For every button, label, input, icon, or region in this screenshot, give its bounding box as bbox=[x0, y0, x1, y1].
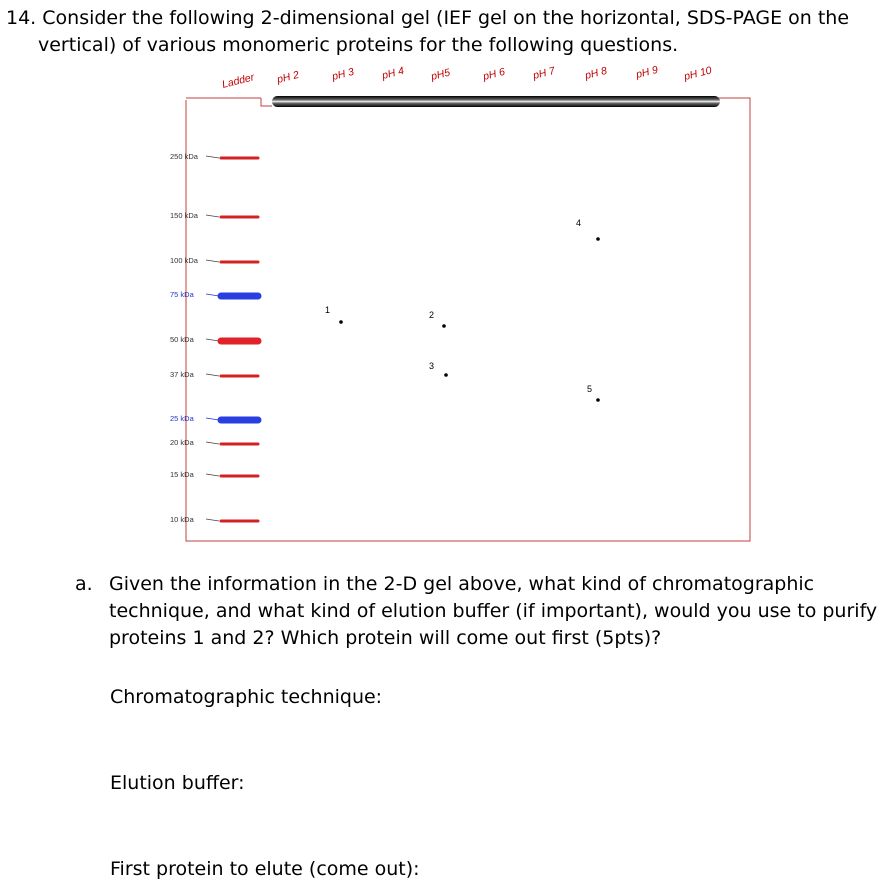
part-a-line-2: technique, and what kind of elution buffer (if important), would you use to purify bbox=[109, 600, 878, 622]
ph-labels bbox=[275, 64, 713, 86]
spot-label: 4 bbox=[576, 218, 582, 228]
ladder-band-tick bbox=[206, 418, 219, 420]
question-line-2: vertical) of various monomeric proteins for the following questions. bbox=[38, 34, 679, 56]
question-line-1: 14. Consider the following 2-dimensional gel (IEF gel on the horizontal, SDS-PAGE on the bbox=[6, 7, 850, 29]
ph-label: pH 7 bbox=[531, 64, 557, 82]
ladder-band-tick bbox=[206, 474, 219, 476]
ladder-band-tick bbox=[206, 442, 219, 444]
ief-strip bbox=[272, 96, 720, 107]
part-a-line-1: Given the information in the 2-D gel above, what kind of chromatographic bbox=[109, 573, 815, 595]
gel-outline-notch bbox=[261, 98, 272, 106]
ladder-band-label: 37 kDa bbox=[170, 370, 194, 379]
protein-spot bbox=[596, 398, 600, 402]
ladder-band-tick bbox=[206, 519, 219, 521]
ladder bbox=[170, 152, 258, 524]
gel-outline bbox=[186, 98, 750, 541]
ladder-band-label: 25 kDa bbox=[170, 414, 194, 423]
ph-label: pH 9 bbox=[634, 63, 660, 81]
ladder-band-label: 10 kDa bbox=[170, 515, 194, 524]
ladder-band-tick bbox=[206, 374, 219, 376]
ladder-band-tick bbox=[206, 215, 219, 217]
spot-label: 5 bbox=[587, 384, 593, 394]
ph-label: pH 6 bbox=[481, 65, 507, 83]
protein-spots bbox=[325, 218, 600, 402]
ladder-band-label: 100 kDa bbox=[170, 256, 198, 265]
ph-label: pH 2 bbox=[275, 68, 301, 86]
ph-label: pH 10 bbox=[682, 64, 713, 83]
technique-label: Chromatographic technique: bbox=[110, 686, 383, 708]
protein-spot bbox=[596, 237, 600, 241]
part-a-question bbox=[75, 571, 885, 652]
ladder-label: Ladder bbox=[220, 71, 256, 91]
buffer-label: Elution buffer: bbox=[110, 772, 245, 794]
part-a-line-3: proteins 1 and 2? Which protein will come out first (5pts)? bbox=[109, 627, 662, 649]
spot-label: 2 bbox=[429, 310, 435, 320]
ladder-band-tick bbox=[206, 260, 219, 262]
ladder-band-label: 75 kDa bbox=[170, 290, 194, 299]
ladder-band-label: 150 kDa bbox=[170, 211, 198, 220]
ladder-band-tick bbox=[206, 156, 219, 158]
spot-label: 3 bbox=[429, 361, 435, 371]
ladder-band-label: 50 kDa bbox=[170, 335, 194, 344]
ladder-band-label: 250 kDa bbox=[170, 152, 198, 161]
ladder-band-label: 20 kDa bbox=[170, 438, 194, 447]
ph-label: pH 4 bbox=[380, 64, 406, 82]
part-a-label: a. bbox=[75, 573, 93, 595]
ladder-band-tick bbox=[206, 294, 219, 296]
first-elute-label: First protein to elute (come out): bbox=[110, 858, 420, 880]
ladder-band-tick bbox=[206, 339, 219, 341]
ph-label: pH 3 bbox=[330, 65, 356, 83]
ph-label: pH 8 bbox=[583, 64, 609, 82]
protein-spot bbox=[444, 373, 448, 377]
ph-label: pH5 bbox=[429, 66, 452, 83]
spot-label: 1 bbox=[325, 305, 331, 315]
protein-spot bbox=[442, 324, 446, 328]
protein-spot bbox=[339, 320, 343, 324]
ladder-band-label: 15 kDa bbox=[170, 470, 194, 479]
